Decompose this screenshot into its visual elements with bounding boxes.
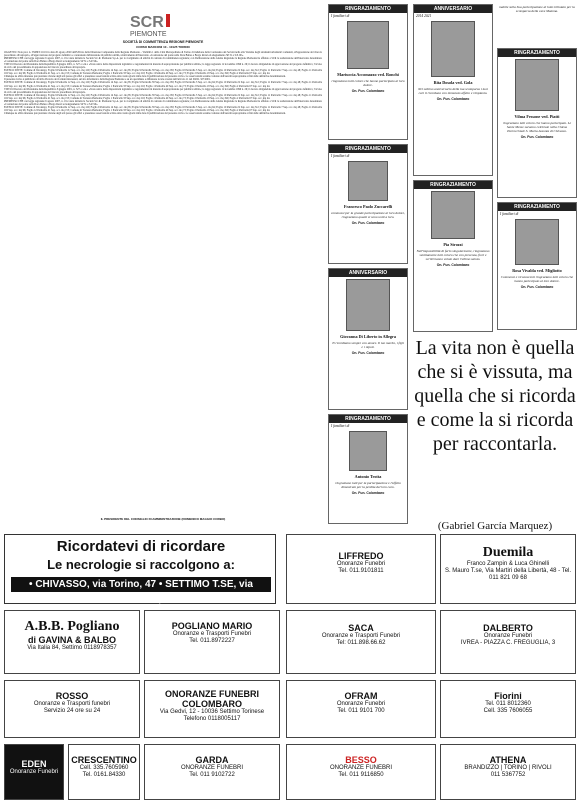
portrait-photo — [515, 59, 559, 111]
ad-pogliano: POGLIANO MARIO Onoranze e Trasporti Funebri Tel. 011.8972227 — [144, 610, 280, 674]
card-header: RINGRAZIAMENTO — [329, 5, 407, 13]
ad-athena: ATHENA BRANDIZZO | TORINO | RIVOLI 011 5367752 — [440, 744, 576, 800]
portrait-photo — [349, 431, 387, 471]
funeral-home: On. Fun. Colombaro — [520, 285, 554, 290]
card-text: Ti ricordiamo sempre con amore. Il tuo marito, i figli e i nipoti. — [331, 341, 405, 350]
obituary-card — [328, 268, 408, 410]
card-text: Nel settimo anniversario della tua scomparsa i tuoi cari ti ricordano con immutato affetto e rimpianto. — [418, 87, 488, 96]
notice-paragraph: ELENCO DITTE: Comune di Verolengo; Foglio 9 Particella 12 Sup. occ. mq 120; Foglio 9 Particella 14 Sup. occ. mq 85; Foglio 9 Particella 58 Sup. occ. mq 230; Foglio 10 Particella 3 Sup. occ. mq 64; Foglio 10 Particella 22 Sup. occ. mq 312; Foglio 11 Particella 7 Sup. occ. mq 48; Foglio 11 Particella 102 Sup. occ. mq 96; Foglio 12 Particella 41 Sup. occ. mq 155; Comune di Torrazza Piemonte; Foglio 1 Particella 33 Sup. occ. mq 210; Foglio 1 Particella 40 Sup. occ. mq 73; Foglio 2 Particella 18 Sup. occ. mq 190; Foglio 2 Particella 67 Sup. occ. mq 44. — [4, 81, 322, 88]
svg-text:SCR: SCR — [130, 14, 164, 31]
notice-signature: IL PRESIDENTE DEL CONSIGLIO DI AMMINISTRAZIONE (DOMENICO MAGGIO CORBO) — [100, 517, 226, 521]
portrait-photo — [515, 219, 559, 265]
ad-duemila: Duemila Franco Zampin & Luca Ghinelli S. Mauro T.se, Via Martiri della Libertà, 48 - Tel. 011 821 09 68 — [440, 534, 576, 604]
notice-address: CORSO MARCONI 10 - 10125 TORINO — [136, 45, 190, 49]
portrait-photo — [347, 21, 389, 69]
ad-fiorini: Fiorini Tel. 011 8012360 Cell. 335 7606055 — [440, 680, 576, 738]
ad-rosso: ROSSO Onoranze e Trasporti funebri Servizio 24 ore su 24 — [4, 680, 140, 738]
card-text: ringraziano tutti per la partecipazione e l'affetto dimostrato per la perdita del loro caro. — [335, 481, 401, 490]
collection-banner — [4, 534, 276, 604]
card-text: ringraziano tutti coloro che hanno partecipato. Le Sante Messe saranno celebrate nella Chiesa Parrocchiale S. Maria Assunta di Chivasso. — [502, 121, 572, 134]
funeral-ads-section — [4, 534, 576, 802]
notice-paragraph: VISTO il Decreto del Presidente della Repubblica 8 giugno 2001, n. 327 e s.m.i. «Testo unico delle disposizioni legislative e regolamentari in materia di espropriazione per pubblica utilità»; la legge regionale 12 novembre 1999 n. 29; il decreto dirigenziale di approvazione del progetto definitivo; l'avviso di avvio del procedimento di apposizione del vincolo preordinato all'esproprio. — [4, 63, 322, 70]
ad-colombaro: ONORANZE FUNEBRI COLOMBARO Via Gedvi, 12 - 10036 Settimo Torinese Telefono 0118005117 — [144, 680, 280, 738]
ad-dalberto: DALBERTO Onoranze Funebri IVREA - PIAZZA C. FREGUGLIA, 3 — [440, 610, 576, 674]
deceased-name: Francesco Paolo Zuccarelli — [343, 204, 393, 209]
notice-paragraph: PREMESSO CHE con legge regionale 6 agosto 2007, n. 19 è stata istituita la Società S.C.R. Piemonte S.p.A. per lo svolgimento di attività di centrale di committenza regionale; con Deliberazione della Giunta Regionale la Regione Piemonte ha affidato a SCR la realizzazione dell'intervento denominato «Costruzione del ponte sulla Dora Baltea a Borgo Revel ed adeguamento SP 31 e S.P. 90». — [4, 57, 322, 64]
card-sub: I familiari di — [331, 14, 350, 18]
funeral-home: On. Fun. Colombaro — [351, 351, 385, 356]
deceased-name: Vilma Fessone ved. Piatti — [514, 114, 560, 119]
deceased-name: Rosa Vivalda ved. Migliotto — [512, 268, 562, 273]
ad-abb: A.B.B. Pogliano di GAVINA & BALBO Via Italia 84, Settimo 0118978357 — [4, 610, 140, 674]
deceased-name: Pia Strozzi — [443, 242, 463, 247]
card-header: RINGRAZIAMENTO — [414, 181, 492, 189]
card-sub: 2014 2021 — [416, 14, 432, 18]
obituary-card — [413, 4, 493, 176]
ad-crescentino: CRESCENTINO Cell. 335.7605960 Tel. 0161.84330 — [68, 744, 140, 800]
obituary-card — [328, 4, 408, 140]
deceased-name: Mariuccia Accomazzo ved. Ronchi — [337, 72, 399, 77]
notice-paragraph: VISTO il Decreto del Presidente della Repubblica 8 giugno 2001, n. 327 e s.m.i. «Testo unico delle disposizioni legislative e regolamentari in materia di espropriazione per pubblica utilità»; la legge regionale 12 novembre 1999 n. 29; il decreto dirigenziale di approvazione del progetto definitivo; l'avviso di avvio del procedimento di apposizione del vincolo preordinato all'esproprio. — [4, 87, 322, 94]
notice-paragraph: ELENCO DITTE: Comune di Verolengo; Foglio 9 Particella 12 Sup. occ. mq 120; Foglio 9 Particella 14 Sup. occ. mq 85; Foglio 9 Particella 58 Sup. occ. mq 230; Foglio 10 Particella 3 Sup. occ. mq 64; Foglio 10 Particella 22 Sup. occ. mq 312; Foglio 11 Particella 7 Sup. occ. mq 48; Foglio 11 Particella 102 Sup. occ. mq 96; Foglio 12 Particella 41 Sup. occ. mq 155; Comune di Torrazza Piemonte; Foglio 1 Particella 33 Sup. occ. mq 210; Foglio 1 Particella 40 Sup. occ. mq 73; Foglio 2 Particella 18 Sup. occ. mq 190; Foglio 2 Particella 67 Sup. occ. mq 44. — [4, 93, 322, 100]
quote-author: (Gabriel García Marquez) — [437, 520, 553, 532]
ad-ofram: OFRAM Onoranze Funebri Tel. 011 9101 700 — [286, 680, 436, 738]
card-sub: I familiari di — [331, 424, 350, 428]
card-header: ANNIVERSARIO — [329, 269, 407, 277]
ad-garda: GARDA ONORANZE FUNEBRI Tel. 011 9102722 — [144, 744, 280, 800]
deceased-name: Antonio Trotta — [354, 474, 382, 479]
card-header: RINGRAZIAMENTO — [329, 145, 407, 153]
portrait-photo — [346, 279, 390, 331]
notice-paragraph: Chiunque ne abbia interesse può prendere visione degli atti presso gli uffici e presentare osservazioni scritte entro trenta giorni dalla data di pubblicazione del presente avviso. Le osservazioni saranno valutate dall'autorità espropriante ai fini delle definitive determinazioni. — [4, 111, 286, 115]
funeral-home: On. Fun. Colombaro — [351, 491, 385, 496]
notice-paragraph: ELENCO DITTE: Comune di Verolengo; Foglio 9 Particella 12 Sup. occ. mq 120; Foglio 9 Particella 14 Sup. occ. mq 85; Foglio 9 Particella 58 Sup. occ. mq 230; Foglio 10 Particella 3 Sup. occ. mq 64; Foglio 10 Particella 22 Sup. occ. mq 312; Foglio 11 Particella 7 Sup. occ. mq 48; Foglio 11 Particella 102 Sup. occ. mq 96; Foglio 12 Particella 41 Sup. occ. mq 155; Comune di Torrazza Piemonte; Foglio 1 Particella 33 Sup. occ. mq 210; Foglio 1 Particella 40 Sup. occ. mq 73; Foglio 2 Particella 18 Sup. occ. mq 190; Foglio 2 Particella 67 Sup. occ. mq 44. — [4, 69, 322, 76]
card-text: Nell'impossibilità di farlo singolarmente, ringraziano sentitamente tutti coloro che con presenza, fiori e scritti hanno voluto dare l'ultimo saluto. — [416, 249, 490, 262]
legal-notice — [4, 4, 322, 524]
ad-eden: EDEN Onoranze Funebri — [4, 744, 64, 800]
obituary-column-a — [328, 4, 408, 524]
card-header: RINGRAZIAMENTO — [329, 415, 407, 423]
portrait-photo — [431, 191, 475, 239]
portrait-photo — [431, 21, 475, 77]
memorial-quote: La vita non è quella che si è vissuta, ma quella che si ricorda e come la si ricorda per raccontarla. — [414, 337, 576, 455]
funeral-home: On. Fun. Colombaro — [436, 263, 470, 268]
funeral-home: On. Fun. Colombaro — [351, 221, 385, 226]
banner-subtitle: Le necrologie si raccolgono a: — [47, 557, 235, 572]
card-header: RINGRAZIAMENTO — [498, 203, 576, 211]
deceased-name: Giovanna Di Liberto in Allegra — [340, 334, 396, 339]
banner-title: Ricordatevi di ricordare — [56, 538, 226, 555]
obituary-card — [413, 180, 493, 332]
obituary-card — [497, 4, 577, 44]
card-text: Commossi e riconoscenti ringraziano tutti coloro che hanno partecipato al loro dolore. — [500, 275, 574, 284]
funeral-home: On. Fun. Colombaro — [436, 97, 470, 102]
portrait-photo — [348, 161, 388, 201]
obituary-card — [497, 202, 577, 330]
card-header: ANNIVERSARIO — [414, 5, 492, 13]
notice-paragraph: Il presente avviso è pubblicato all'Albo Pretorio dei Comuni interessati, sul sito informatico della Regione Piemonte e su un quotidiano a diffusione locale ai sensi dell'articolo 11 del D.P.R. 327/2001. — [4, 78, 211, 82]
ad-besso: BESSO ONORANZE FUNEBRI Tel. 011 9116850 — [286, 744, 436, 800]
card-text: mabile sulla Sua partecipazione al lutto tributato per la scomparsa della cara Mamma. — [499, 5, 575, 14]
deceased-name: Rita Dosola ved. Gola — [433, 80, 473, 85]
ad-saca: SACA Onoranze e Trasporti Funebri Tel: 011.898.66.62 — [286, 610, 436, 674]
card-text: ringraziano tutti coloro che hanno partecipato al loro dolore. — [331, 79, 405, 88]
card-sub: I familiari di — [331, 154, 350, 158]
notice-paragraph: ELENCO DITTE: Comune di Verolengo; Foglio 9 Particella 12 Sup. occ. mq 120; Foglio 9 Particella 14 Sup. occ. mq 85; Foglio 9 Particella 58 Sup. occ. mq 230; Foglio 10 Particella 3 Sup. occ. mq 64; Foglio 10 Particella 22 Sup. occ. mq 312; Foglio 11 Particella 7 Sup. occ. mq 48; Foglio 11 Particella 102 Sup. occ. mq 96; Foglio 12 Particella 41 Sup. occ. mq 155; Comune di Torrazza Piemonte; Foglio 1 Particella 33 Sup. occ. mq 210; Foglio 1 Particella 40 Sup. occ. mq 73; Foglio 2 Particella 18 Sup. occ. mq 190; Foglio 2 Particella 67 Sup. occ. mq 44. — [4, 105, 322, 112]
card-header: RINGRAZIAMENTO — [498, 49, 576, 57]
obituary-card — [497, 48, 577, 198]
banner-addresses: • CHIVASSO, via Torino, 47 • SETTIMO T.SE, via Giannone, 3 — [11, 577, 271, 592]
notice-paragraph: OGGETTO: Nota prot. n. 55089/T.10.01 in data 20 agosto 2020 dell'Ufficio della Direzione Competente della Regione Piemonte – Viabilità 1 della Città Metropolitana di Torino di indizione della Conferenza dei Servizi nella alla Variante degli strumenti urbanistici comunali, all'apposizione del vincolo preordinato all'esproprio, all'approvazione del progetto definitivo e contestuale dichiarazione di pubblica utilità, relativamente all'intervento «Costruzione del ponte sulla Dora Baltea a Borgo Revel ed adeguamento SP 31 e S.P. 90». — [4, 51, 322, 58]
notice-heading: SOCIETÀ DI COMMITTENZA REGIONE PIEMONTE — [122, 40, 204, 44]
notice-paragraph: PREMESSO CHE con legge regionale 6 agosto 2007, n. 19 è stata istituita la Società S.C.R. Piemonte S.p.A. per lo svolgimento di attività di centrale di committenza regionale; con Deliberazione della Giunta Regionale la Regione Piemonte ha affidato a SCR la realizzazione dell'intervento denominato «Costruzione del ponte sulla Dora Baltea a Borgo Revel ed adeguamento SP 31 e S.P. 90». — [4, 99, 322, 106]
notice-body — [4, 51, 322, 516]
funeral-home: On. Fun. Colombaro — [351, 89, 385, 94]
card-sub: I familiari di — [500, 212, 519, 216]
funeral-home: On. Fun. Colombaro — [520, 135, 554, 140]
obituary-card — [328, 414, 408, 524]
card-text: commossi per la grande partecipazione al loro dolore, ringraziano quanti si sono uniti a loro. — [331, 211, 405, 220]
obituary-card — [328, 144, 408, 264]
scr-logo — [128, 10, 198, 38]
notice-paragraph: Chiunque ne abbia interesse può prendere visione degli atti presso gli uffici e presentare osservazioni scritte entro trenta giorni dalla data di pubblicazione del presente avviso. Le osservazioni saranno valutate dall'autorità espropriante ai fini delle definitive determinazioni. — [4, 75, 286, 79]
ad-liffredo: LIFFREDO Onoranze Funebri Tel. 011.9101811 — [286, 534, 436, 604]
svg-text:PIEMONTE: PIEMONTE — [130, 31, 167, 38]
